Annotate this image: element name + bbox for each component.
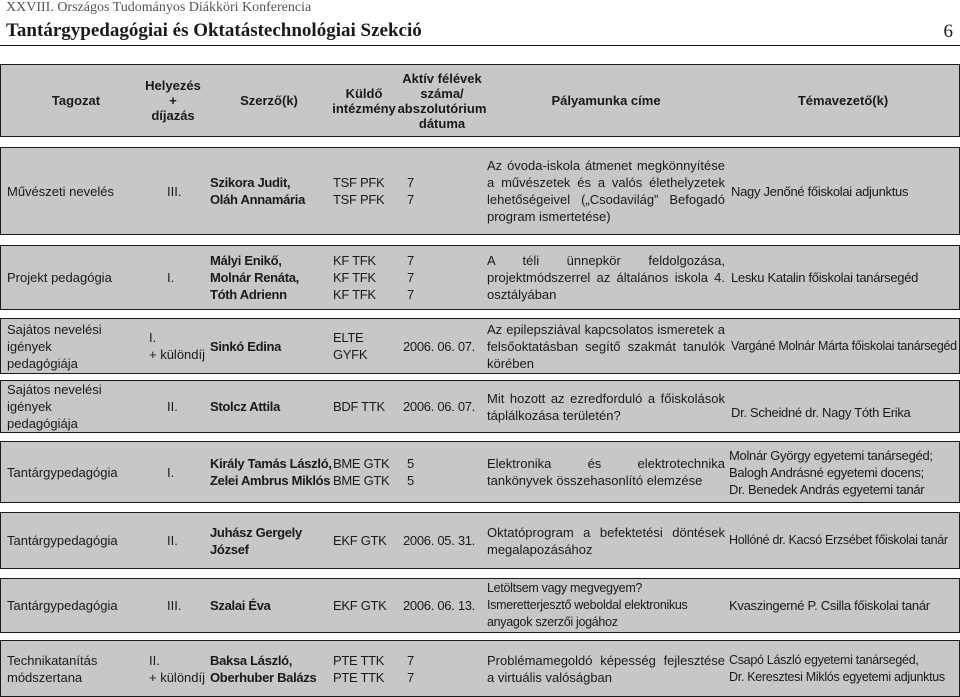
cell-tagozat: Technikatanítás módszertana <box>7 652 98 685</box>
cell-temavezeto: Molnár György egyetemi tanársegéd; Balogh Andrásné egyetemi docens; Dr. Benedek András egyetemi tanár <box>729 447 933 497</box>
cell-helyezes: I. + különdíj <box>149 330 206 362</box>
cell-helyezes: I. <box>167 464 175 480</box>
cell-cim: Problémamegoldó képesség fejlesztése a virtuális valóságban <box>487 652 725 685</box>
table-row <box>0 441 960 503</box>
table-header <box>0 64 960 137</box>
cell-cim: Az óvoda-iskola átmenet megkönnyítése a művészetek és a valós élethelyzetek lehetőségeivel („Csodavilág” Befogadó program ismertetése) <box>487 158 725 224</box>
cell-kuldo: BDF TTK <box>333 399 385 414</box>
cell-szerzo: Király Tamás László, Zelei Ambrus Miklós <box>210 456 332 488</box>
cell-cim: Az epilepsziával kapcsolatos ismeretek a felsőoktatásban segítő szakmát tanulók körében <box>487 321 725 371</box>
cell-tagozat: Tantárgypedagógia <box>7 533 118 548</box>
cell-aktiv: 7 7 7 <box>407 253 415 302</box>
cell-cim: Oktatóprogram a befektetési döntések megalapozásához <box>487 524 725 557</box>
cell-kuldo: EKF GTK <box>333 533 387 548</box>
cell-aktiv: 7 7 <box>407 652 415 685</box>
cell-kuldo: PTE TTK PTE TTK <box>333 652 385 685</box>
table-row <box>0 318 960 374</box>
cell-temavezeto: Csapó László egyetemi tanársegéd, Dr. Keresztesi Miklós egyetemi adjunktus <box>729 652 945 684</box>
cell-helyezes: II. <box>167 399 178 414</box>
cell-szerzo: Sinkó Edina <box>210 338 282 354</box>
header-tagozat: Tagozat <box>51 93 101 108</box>
cell-helyezes: III. <box>167 183 182 199</box>
cell-temavezeto: Kvaszingerné P. Csilla főiskolai tanár <box>729 598 930 613</box>
header-szerzo: Szerző(k) <box>240 93 298 108</box>
cell-szerzo: Stolcz Attila <box>210 399 281 414</box>
header-aktiv: Aktív félévek száma/ abszolutórium dátuma <box>397 70 487 131</box>
table-row <box>0 245 960 310</box>
table-row <box>0 380 960 433</box>
cell-cim: Mit hozott az ezredforduló a főiskolások táplálkozása területén? <box>487 390 725 423</box>
cell-cim: Letöltsem vagy megvegyem? Ismeretterjesztő weboldal elektronikus anyagok szerzői jogához <box>487 581 688 629</box>
cell-cim: A téli ünnepkör feldolgozása, projektmódszerrel az általános iskola 4. osztályában <box>487 253 725 302</box>
header-cim: Pályamunka címe <box>551 93 661 108</box>
title-rule <box>0 45 960 46</box>
cell-kuldo: KF TFK KF TFK KF TFK <box>333 253 376 302</box>
cell-tagozat: Tantárgypedagógia <box>7 464 118 480</box>
cell-temavezeto: Lesku Katalin főiskolai tanársegéd <box>731 270 919 285</box>
table-row <box>0 147 960 235</box>
cell-tagozat: Tantárgypedagógia <box>7 598 118 613</box>
cell-helyezes: II. <box>167 533 178 548</box>
table-row <box>0 640 960 697</box>
cell-helyezes: III. <box>167 598 182 613</box>
cell-tagozat: Projekt pedagógia <box>7 270 112 285</box>
cell-szerzo: Mályi Enikő, Molnár Renáta, Tóth Adrienn <box>210 253 299 302</box>
cell-aktiv: 2006. 05. 31. <box>403 533 475 548</box>
cell-szerzo: Baksa László, Oberhuber Balázs <box>210 652 317 685</box>
cell-tagozat: Sajátos nevelési igények pedagógiája <box>7 382 102 431</box>
cell-aktiv: 7 7 <box>407 175 415 207</box>
page-number: 6 <box>943 21 953 42</box>
cell-temavezeto: Nagy Jenőné főiskolai adjunktus <box>731 183 909 199</box>
cell-cim: Elektronika és elektrotechnika tankönyvek összehasonlító elemzése <box>487 456 725 488</box>
cell-szerzo: Szikora Judit, Oláh Annamária <box>210 175 306 207</box>
cell-kuldo: BME GTK BME GTK <box>333 456 390 488</box>
cell-temavezeto: Dr. Scheidné dr. Nagy Tóth Erika <box>731 405 911 420</box>
conference-title: XXVIII. Országos Tudományos Diákköri Konferencia <box>6 0 312 15</box>
cell-helyezes: I. <box>167 270 175 285</box>
cell-aktiv: 2006. 06. 07. <box>403 338 475 354</box>
cell-kuldo: TSF PFK TSF PFK <box>333 175 385 207</box>
cell-szerzo: Szalai Éva <box>210 598 271 613</box>
table-row <box>0 578 960 633</box>
header-temavezeto: Témavezető(k) <box>797 93 889 108</box>
cell-helyezes: II. + különdíj <box>149 652 206 685</box>
header-helyezes: Helyezés + díjazás <box>145 78 201 123</box>
table-row <box>0 512 960 569</box>
cell-aktiv: 5 5 <box>407 456 415 488</box>
cell-aktiv: 2006. 06. 13. <box>403 598 475 613</box>
cell-tagozat: Művészeti nevelés <box>7 183 114 199</box>
cell-kuldo: EKF GTK <box>333 598 387 613</box>
cell-aktiv: 2006. 06. 07. <box>403 399 475 414</box>
cell-tagozat: Sajátos nevelési igények pedagógiája <box>7 321 102 371</box>
cell-temavezeto: Vargáné Molnár Márta főiskolai tanársegéd <box>731 338 957 353</box>
cell-temavezeto: Hollóné dr. Kacsó Erzsébet főiskolai tanár <box>729 533 948 547</box>
section-title: Tantárgypedagógiai és Oktatástechnológiai Szekció <box>6 20 422 41</box>
header-kuldo: Küldő intézmény <box>332 85 396 116</box>
cell-kuldo: ELTE GYFK <box>333 330 368 362</box>
cell-szerzo: Juhász Gergely József <box>210 524 302 557</box>
